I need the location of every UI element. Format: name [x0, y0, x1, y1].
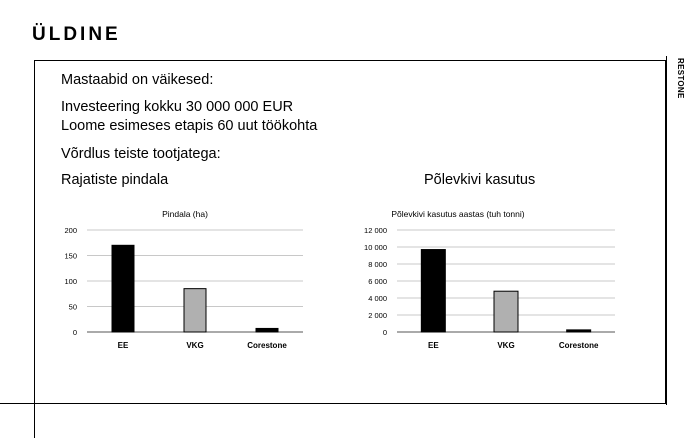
y-tick-label: 150 — [64, 251, 77, 261]
bar-vkg — [184, 289, 206, 332]
x-category-label: VKG — [186, 341, 204, 350]
x-category-label: Corestone — [558, 341, 599, 350]
y-tick-label: 0 — [72, 328, 77, 337]
x-category-label: EE — [117, 341, 129, 350]
x-category-label: EE — [427, 341, 439, 350]
section-area-title: Rajatiste pindala — [61, 172, 169, 188]
jobs-text: Loome esimeses etapis 60 uut töökohta — [61, 118, 318, 134]
y-tick-label: 12 000 — [364, 226, 387, 235]
side-brand-text: RESTONE — [676, 58, 685, 99]
y-tick-label: 100 — [64, 277, 77, 286]
y-tick-label: 0 — [382, 328, 387, 337]
y-tick-label: 2 000 — [368, 311, 387, 320]
area-bar-chart — [45, 205, 320, 355]
y-tick-label: 6 000 — [368, 277, 387, 286]
y-tick-label: 8 000 — [368, 260, 387, 269]
frame-right-edge — [666, 56, 667, 405]
shale-bar-chart — [355, 205, 630, 355]
page-heading: ÜLDINE — [32, 24, 121, 45]
bar-ee — [112, 245, 134, 332]
y-tick-label: 50 — [68, 302, 77, 312]
chart-title: Põlevkivi kasutus aastas (tuh tonni) — [391, 209, 525, 219]
bottom-rule — [0, 403, 666, 404]
investment-text: Investeering kokku 30 000 000 EUR — [61, 99, 294, 115]
y-tick-label: 4 000 — [368, 294, 387, 303]
bar-ee — [421, 250, 445, 332]
bar-corestone — [567, 330, 591, 332]
chart-title: Pindala (ha) — [162, 209, 208, 219]
comparison-text: Võrdlus teiste tootjatega: — [61, 146, 221, 162]
bar-vkg — [494, 291, 518, 332]
x-category-label: Corestone — [247, 341, 287, 350]
bar-corestone — [256, 328, 278, 332]
intro-text: Mastaabid on väikesed: — [61, 72, 214, 88]
section-shale-title: Põlevkivi kasutus — [424, 172, 536, 188]
left-rule-extension — [34, 403, 35, 438]
x-category-label: VKG — [497, 341, 515, 350]
y-tick-label: 10 000 — [364, 243, 387, 252]
y-tick-label: 200 — [64, 226, 77, 235]
